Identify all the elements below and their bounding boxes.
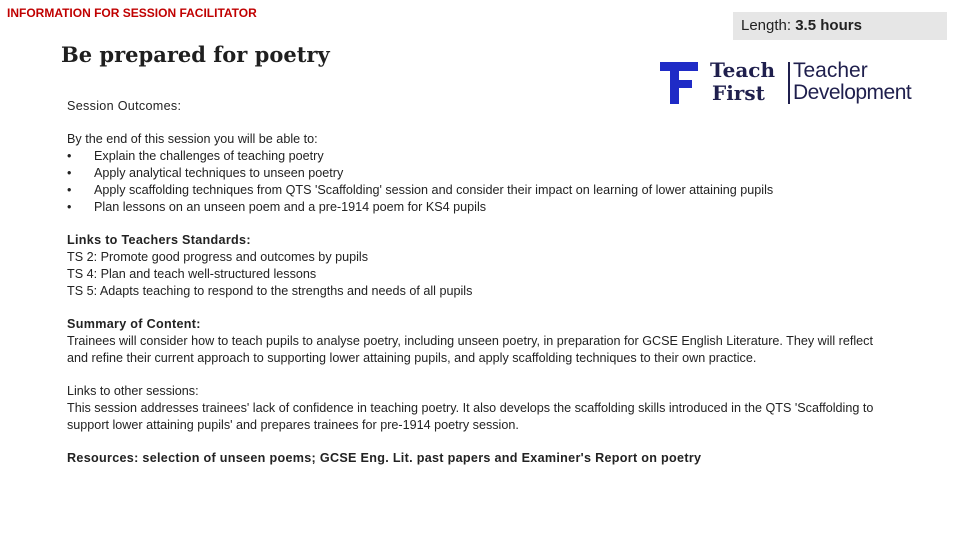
- facilitator-label: INFORMATION FOR SESSION FACILITATOR: [7, 6, 257, 20]
- bullet-icon: •: [67, 166, 72, 180]
- standards-section: [67, 232, 887, 300]
- length-label: Length:: [741, 17, 792, 34]
- standard-item: TS 2: Promote good progress and outcomes by pupils: [67, 250, 369, 264]
- length-badge: [733, 12, 947, 40]
- standards-heading: Links to Teachers Standards:: [67, 233, 251, 247]
- summary-heading: Summary of Content:: [67, 317, 201, 331]
- list-item: [67, 182, 887, 199]
- resources-text: Resources: selection of unseen poems; GCSE Eng. Lit. past papers and Examiner's Report on poetry: [67, 451, 702, 465]
- standard-item: TS 4: Plan and teach well-structured lessons: [67, 267, 317, 281]
- summary-section: [67, 316, 887, 367]
- list-item: [67, 199, 887, 216]
- outcome-text: Apply analytical techniques to unseen poetry: [94, 166, 344, 180]
- logo-teach-text: Teach: [710, 58, 775, 82]
- logo-teacher-text: Teacher: [793, 59, 868, 82]
- outcomes-intro: By the end of this session you will be able to:: [67, 132, 318, 146]
- outcome-text: Explain the challenges of teaching poetry: [94, 149, 324, 163]
- outcome-text: Plan lessons on an unseen poem and a pre-1914 poem for KS4 pupils: [94, 200, 487, 214]
- session-details: [67, 98, 887, 483]
- bullet-icon: •: [67, 183, 72, 197]
- other-sessions-heading: Links to other sessions:: [67, 384, 199, 398]
- standard-item: TS 5: Adapts teaching to respond to the strengths and needs of all pupils: [67, 284, 473, 298]
- page-title: Be prepared for poetry: [61, 42, 330, 67]
- resources-section: [67, 450, 887, 467]
- list-item: [67, 165, 887, 182]
- list-item: [67, 148, 887, 165]
- outcome-text: Apply scaffolding techniques from QTS 'Scaffolding' session and consider their impact on learning of lower attaining pupils: [94, 183, 774, 197]
- other-sessions-section: [67, 383, 887, 434]
- summary-text: Trainees will consider how to teach pupils to analyse poetry, including unseen poetry, in preparation for GCSE English Literature. They will reflect and refine their current approach to supporting lower attaining pupils, and apply scaffolding techniques to their own practice.: [67, 334, 873, 365]
- logo-development-text: Development: [793, 81, 912, 104]
- bullet-icon: •: [67, 149, 72, 163]
- length-value: 3.5 hours: [795, 17, 862, 34]
- outcomes-section: [67, 98, 887, 216]
- logo-first-text: First: [712, 81, 765, 105]
- other-sessions-text: This session addresses trainees' lack of confidence in teaching poetry. It also develops the scaffolding skills introduced in the QTS 'Scaffolding to support lower attaining pupils' and prepares trainees for pre-1914 poetry session.: [67, 401, 874, 432]
- outcomes-heading: Session Outcomes:: [67, 99, 182, 113]
- bullet-icon: •: [67, 200, 72, 214]
